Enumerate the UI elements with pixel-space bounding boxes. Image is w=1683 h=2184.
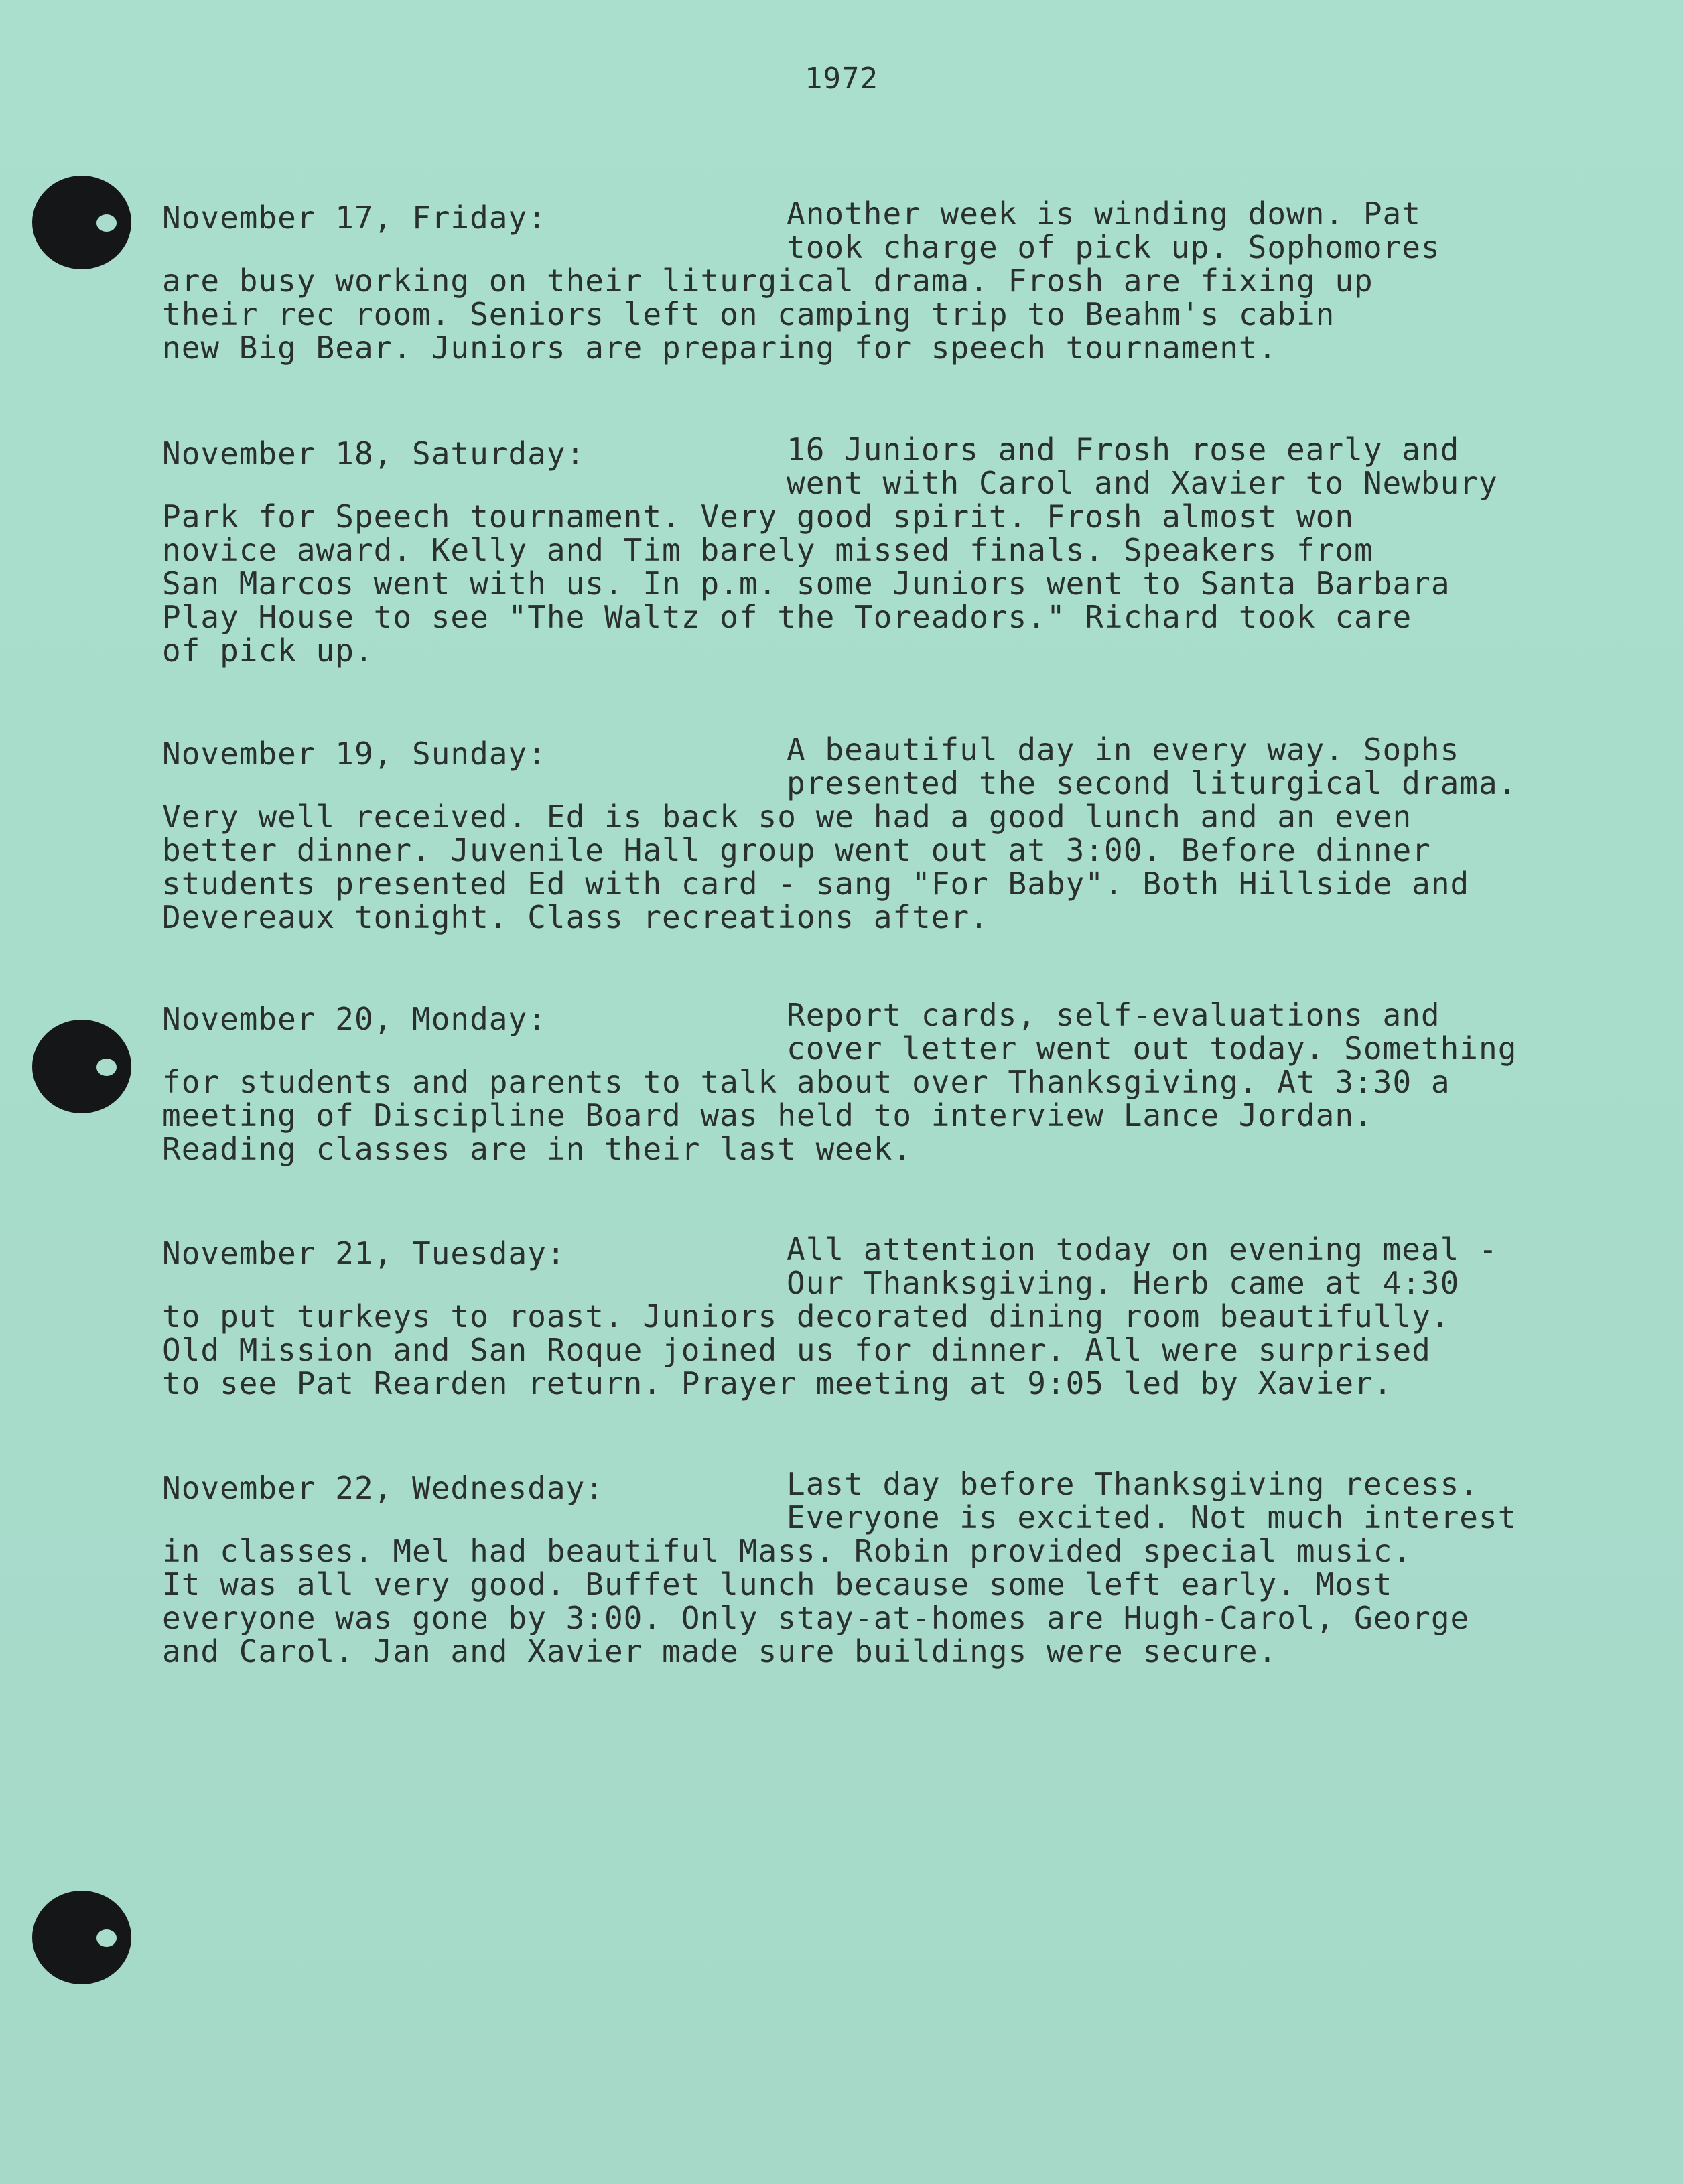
entry-lead-line: went with Carol and Xavier to Newbury bbox=[787, 465, 1498, 501]
journal-entry bbox=[162, 1467, 1596, 1668]
entry-lead bbox=[787, 1233, 1498, 1300]
entry-lead bbox=[787, 197, 1440, 264]
entry-date: November 19, Sunday: bbox=[162, 736, 547, 772]
entry-date: November 18, Saturday: bbox=[162, 435, 586, 472]
entry-body-line: novice award. Kelly and Tim barely missed finals. Speakers from bbox=[162, 532, 1373, 568]
journal-entry bbox=[162, 197, 1596, 364]
entry-lead bbox=[787, 1467, 1517, 1534]
entry-body-line: Old Mission and San Roque joined us for dinner. All were surprised bbox=[162, 1332, 1431, 1368]
journal-entry bbox=[162, 733, 1596, 934]
journal-entry bbox=[162, 1233, 1596, 1400]
entry-lead-line: Another week is winding down. Pat bbox=[787, 196, 1421, 232]
entry-date: November 20, Monday: bbox=[162, 1001, 547, 1037]
entry-body-line: Play House to see "The Waltz of the Toreadors." Richard took care bbox=[162, 599, 1412, 635]
entry-body-line: Reading classes are in their last week. bbox=[162, 1131, 913, 1167]
punch-hole-middle bbox=[32, 1020, 131, 1113]
entry-body bbox=[162, 1534, 1596, 1668]
entry-body bbox=[162, 1065, 1596, 1166]
entry-body-line: new Big Bear. Juniors are preparing for speech tournament. bbox=[162, 330, 1278, 366]
entry-body-line: meeting of Discipline Board was held to interview Lance Jordan. bbox=[162, 1097, 1373, 1134]
entry-lead-line: presented the second liturgical drama. bbox=[787, 765, 1518, 801]
entry-body bbox=[162, 500, 1596, 667]
entry-lead-line: A beautiful day in every way. Sophs bbox=[787, 732, 1460, 768]
entry-body-line: of pick up. bbox=[162, 632, 374, 669]
entry-body-line: their rec room. Seniors left on camping trip to Beahm's cabin bbox=[162, 296, 1335, 332]
entry-lead-line: Last day before Thanksgiving recess. bbox=[787, 1466, 1479, 1502]
entry-body bbox=[162, 800, 1596, 934]
entry-body-line: for students and parents to talk about over Thanksgiving. At 3:30 a bbox=[162, 1064, 1451, 1100]
entry-lead bbox=[787, 733, 1517, 800]
entry-body-line: Devereaux tonight. Class recreations after. bbox=[162, 899, 989, 935]
entry-lead-line: cover letter went out today. Something bbox=[787, 1030, 1518, 1067]
entry-lead-line: took charge of pick up. Sophomores bbox=[787, 229, 1440, 265]
entry-body-line: to see Pat Rearden return. Prayer meeting at 9:05 led by Xavier. bbox=[162, 1365, 1393, 1402]
entry-body-line: to put turkeys to roast. Juniors decorated dining room beautifully. bbox=[162, 1298, 1451, 1335]
entry-lead-line: Our Thanksgiving. Herb came at 4:30 bbox=[787, 1265, 1460, 1301]
entry-body-line: are busy working on their liturgical drama. Frosh are fixing up bbox=[162, 263, 1373, 299]
entry-body-line: and Carol. Jan and Xavier made sure buildings were secure. bbox=[162, 1633, 1278, 1669]
entry-lead-line: Everyone is excited. Not much interest bbox=[787, 1499, 1518, 1535]
entry-lead-line: All attention today on evening meal - bbox=[787, 1231, 1498, 1268]
entry-body-line: San Marcos went with us. In p.m. some Juniors went to Santa Barbara bbox=[162, 565, 1451, 602]
entry-date: November 17, Friday: bbox=[162, 200, 547, 236]
entry-lead bbox=[787, 433, 1498, 500]
entry-body-line: better dinner. Juvenile Hall group went out at 3:00. Before dinner bbox=[162, 832, 1431, 868]
entry-date: November 22, Wednesday: bbox=[162, 1470, 604, 1506]
entry-body-line: everyone was gone by 3:00. Only stay-at-homes are Hugh-Carol, George bbox=[162, 1600, 1470, 1636]
entry-date: November 21, Tuesday: bbox=[162, 1235, 566, 1272]
entry-body bbox=[162, 264, 1596, 364]
entry-body-line: Very well received. Ed is back so we had a good lunch and an even bbox=[162, 799, 1412, 835]
entry-body-line: students presented Ed with card - sang "For Baby". Both Hillside and bbox=[162, 866, 1470, 902]
punch-hole-top bbox=[32, 176, 131, 269]
entry-body-line: in classes. Mel had beautiful Mass. Robin provided special music. bbox=[162, 1533, 1412, 1569]
entry-body bbox=[162, 1300, 1596, 1400]
entry-lead bbox=[787, 998, 1517, 1065]
entry-lead-line: Report cards, self-evaluations and bbox=[787, 997, 1440, 1033]
entry-lead-line: 16 Juniors and Frosh rose early and bbox=[787, 431, 1460, 468]
entry-body-line: Park for Speech tournament. Very good spirit. Frosh almost won bbox=[162, 498, 1355, 535]
page-year: 1972 bbox=[805, 62, 878, 96]
journal-entry bbox=[162, 433, 1596, 667]
entry-body-line: It was all very good. Buffet lunch because some left early. Most bbox=[162, 1566, 1393, 1602]
punch-hole-bottom bbox=[32, 1891, 131, 1984]
journal-entry bbox=[162, 998, 1596, 1166]
